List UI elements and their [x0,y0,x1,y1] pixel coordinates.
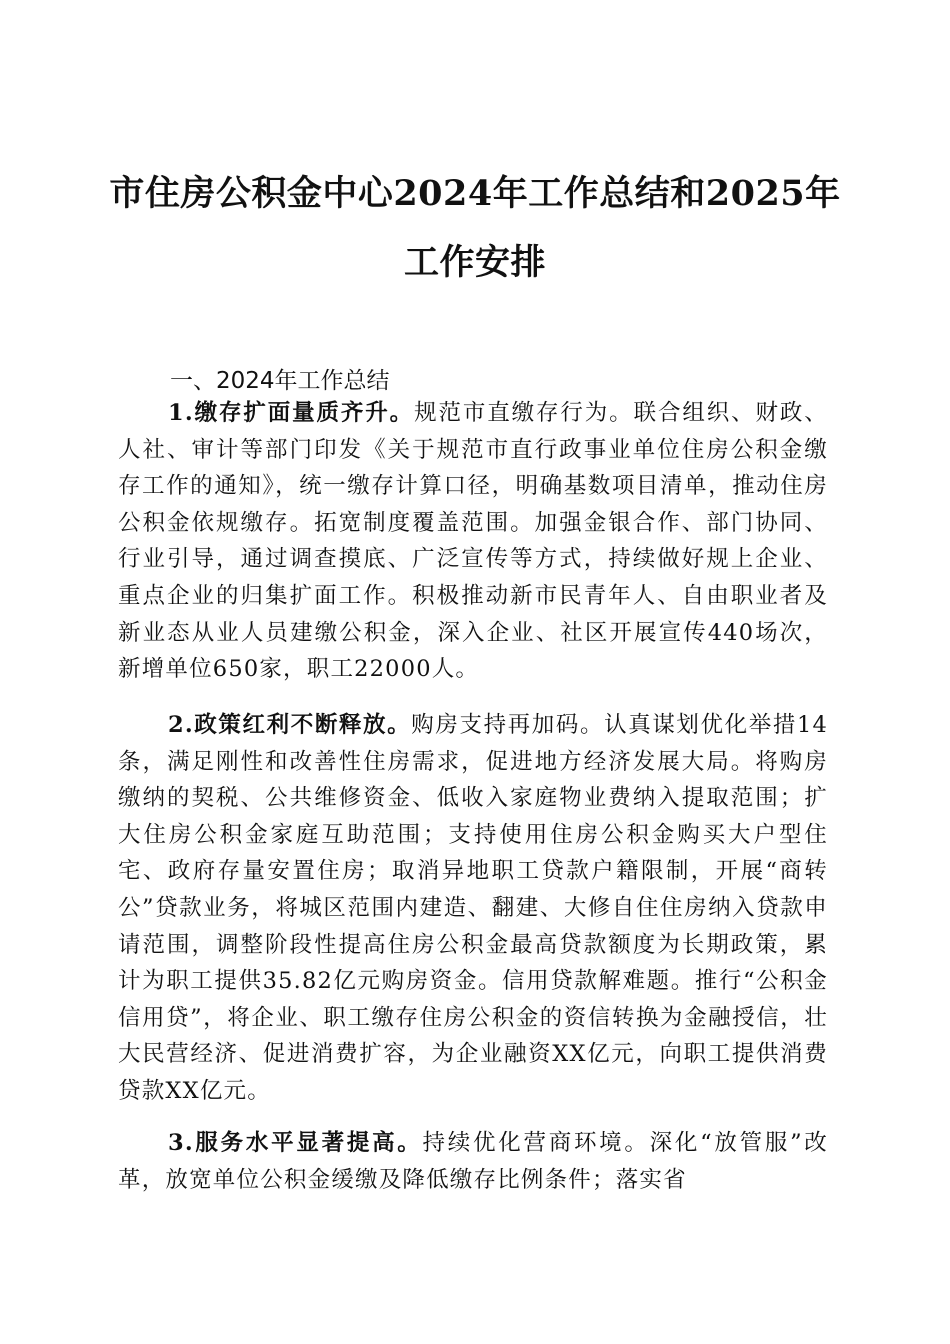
paragraph-lead: 1.缴存扩面量质齐升。 [168,400,415,426]
paragraph-lead: 3.服务水平显著提高。 [168,1130,423,1156]
paragraph [118,707,828,1110]
document-title-line-1: 市住房公积金中心2024年工作总结和2025年 [109,173,841,214]
paragraph [118,395,828,688]
paragraph-body: 规范市直缴存行为。联合组织、财政、人社、审计等部门印发《关于规范市直行政事业单位住房公积金缴存工作的通知》，统一缴存计算口径，明确基数项目清单，推动住房公积金依规缴存。拓宽制度覆盖范围。加强金银合作、部门协同、行业引导，通过调查摸底、广泛宣传等方式，持续做好规上企业、重点企业的归集扩面工作。积极推动新市民青年人、自由职业者及新业态从业人员建缴公积金，深入企业、社区开展宣传440场次，新增单位650家，职工22000人。 [118,400,828,683]
paragraph [118,1125,828,1198]
paragraph-body: 持续优化营商环境。深化“放管服”改革，放宽单位公积金缓缴及降低缴存比例条件；落实省 [118,1130,829,1193]
section-heading: 一、2024年工作总结 [170,368,390,394]
paragraph-lead: 2.政策红利不断释放。 [168,712,412,738]
document-title-line-2: 工作安排 [403,242,546,283]
paragraph-body: 购房支持再加码。认真谋划优化举措14条，满足刚性和改善性住房需求，促进地方经济发展大局。将购房缴纳的契税、公共维修资金、低收入家庭物业费纳入提取范围；扩大住房公积金家庭互助范围；支持使用住房公积金购买大户型住宅、政府存量安置住房；取消异地职工贷款户籍限制，开展“商转公”贷款业务，将城区范围内建造、翻建、大修自住住房纳入贷款申请范围，调整阶段性提高住房公积金最高贷款额度为长期政策，累计为职工提供35.82亿元购房资金。信用贷款解难题。推行“公积金信用贷”，将企业、职工缴存住房公积金的资信转换为金融授信，壮大民营经济、促进消费扩容，为企业融资XX亿元，向职工提供消费贷款XX亿元。 [118,712,828,1104]
